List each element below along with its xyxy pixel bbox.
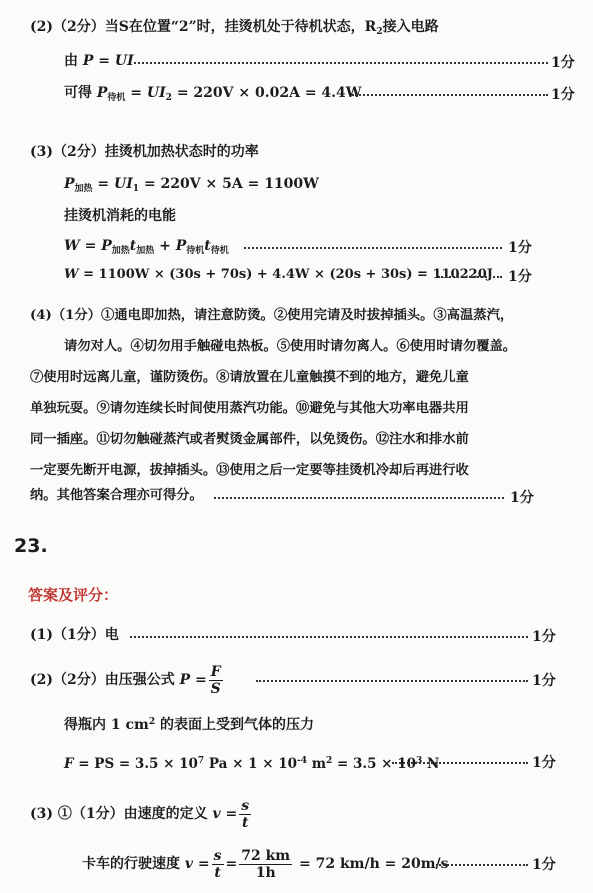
p4-line: (4)（1分）①通电即加热，请注意防烫。②使用完请及时拔掉插头。③高温蒸汽，: [30, 308, 514, 323]
dotted-leader: [436, 864, 528, 866]
score-label: 1分: [532, 857, 556, 873]
dotted-leader: [352, 94, 548, 96]
q23-a2-formula: (2)（2分）由压强公式 P = $\frac{F}{S}$: [30, 663, 221, 697]
p4-line: ⑦使用时远离儿童，谨防烫伤。⑧请放置在儿童触摸不到的地方，避免儿童: [30, 370, 469, 385]
dotted-leader: [392, 762, 528, 764]
score-label: 1分: [532, 673, 556, 689]
p4-line: 一定要先断开电源，拔掉插头。⑬使用之后一定要等挂烫机冷却后再进行收: [30, 463, 469, 478]
score-label: 1分: [532, 629, 556, 645]
p2-standby-power: 可得 $P_{待机} = UI_2 = 220V \times 0.02A = 4.4W$: [64, 85, 362, 103]
q23-a3-speed-calc: 卡车的行驶速度 v = $\frac{s}{t}$ = $\frac{72 km}{1h}$ = 72 km/h = 20m/s: [82, 847, 449, 881]
score-label: 1分: [510, 490, 534, 506]
dotted-leader: [214, 497, 504, 499]
p3-energy-calc: W = 1100W × (30s + 70s) + 4.4W × (20s + 30s) = 110220J: [64, 267, 493, 282]
score-label: 1分: [508, 269, 532, 285]
q23-a3-formula: (3) ①（1分）由速度的定义 v = $\frac{s}{t}$: [30, 797, 250, 831]
p4-line-last: 纳。其他答案合理亦可得分。: [30, 488, 203, 503]
dotted-leader: [130, 636, 528, 638]
score-label: 1分: [551, 55, 575, 71]
p3-heating-power: $P_{加热} = UI_1 = 220V \times 5A = 1100W$: [64, 176, 319, 194]
dotted-leader: [134, 62, 548, 64]
p4-line: 单独玩耍。⑨请勿连续长时间使用蒸汽功能。⑩避免与其他大功率电器共用: [30, 401, 469, 416]
score-label: 1分: [532, 755, 556, 771]
q23-a2-force-label: 得瓶内 1 $cm^2$ 的表面上受到气体的压力: [64, 717, 314, 733]
p3-header: (3)（2分）挂烫机加热状态时的功率: [30, 144, 259, 160]
score-label: 1分: [551, 87, 575, 103]
p3-energy-formula: $W = P_{加热}t_{加热} + P_{待机}t_{待机}$: [64, 238, 229, 256]
dotted-leader: [244, 247, 502, 249]
p2-header: (2)（2分）当S在位置“2”时，挂烫机处于待机状态，$R_2$接入电路: [30, 19, 439, 37]
p3-energy-label: 挂烫机消耗的电能: [64, 208, 176, 224]
question-number: 23.: [14, 535, 48, 557]
q23-a1: (1)（1分）电: [30, 627, 119, 643]
p4-line: 同一插座。⑪切勿触碰蒸汽或者熨烫金属部件，以免烫伤。⑫注水和排水前: [30, 432, 469, 447]
p4-line: 请勿对人。④切勿用手触碰电热板。⑤使用时请勿离人。⑥使用时请勿覆盖。: [64, 339, 517, 354]
q23-a2-force-calc: F = PS = $3.5 \times 10^7$ $Pa \times 1 \times 10^{-4}$ $m^2 = 3.5 \times 10^3$ N: [64, 756, 440, 772]
p2-formula-line: 由 P = UI: [64, 53, 134, 69]
dotted-leader: [438, 276, 502, 278]
score-label: 1分: [508, 240, 532, 256]
answer-heading: 答案及评分：: [28, 586, 119, 604]
dotted-leader: [256, 680, 528, 682]
